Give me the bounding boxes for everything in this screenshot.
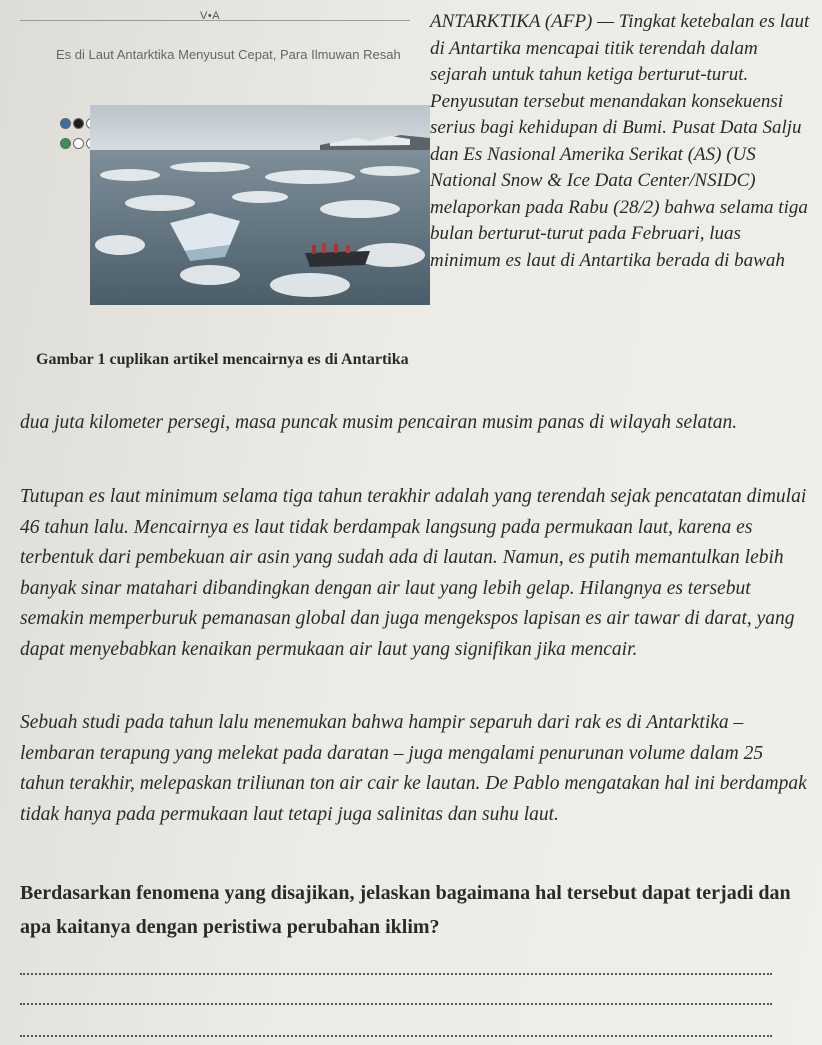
paragraph-text: dua juta kilometer persegi, masa puncak musim pencairan musim panas di wilayah selatan. <box>20 412 738 433</box>
share-icon <box>60 138 71 149</box>
article-clipping <box>20 0 418 340</box>
article-intro-column <box>430 9 810 274</box>
answer-line[interactable] <box>20 1035 772 1037</box>
sea-ice-illustration <box>90 105 430 305</box>
paragraph-2 <box>20 482 810 665</box>
antarctic-sea-ice-photo <box>90 105 430 305</box>
paragraph-3 <box>20 708 810 830</box>
paragraph-text: Sebuah studi pada tahun lalu menemukan bahwa hampir separuh dari rak es di Antarktika – lembaran terapung yang melekat pada daratan – juga mengalami penurunan volume dalam 25 tahun terakhir, melepaskan triliunan ton air cair ke lautan. De Pablo mengatakan hal ini berdampak tidak hanya pada permukaan laut tetapi juga salinitas dan suhu laut. <box>20 712 807 825</box>
article-headline: Es di Laut Antarktika Menyusut Cepat, Para Ilmuwan Resah <box>56 47 401 62</box>
share-icon <box>73 118 84 129</box>
paragraph-text: Tutupan es laut minimum selama tiga tahun terakhir adalah yang terendah sejak pencatatan dimulai 46 tahun lalu. Mencairnya es laut tidak berdampak langsung pada permukaan laut, karena es terbentuk dari pembekuan air asin yang sudah ada di lautan. Namun, es putih memantulkan lebih banyak sinar matahari dibandingkan dengan air laut yang lebih gelap. Hilangnya es tersebut semakin memperburuk pemanasan global dan juga mengekspos lapisan es air tawar di darat, yang dapat menyebabkan kenaikan permukaan air laut yang signifikan jika mencair. <box>20 486 807 660</box>
answer-line[interactable] <box>20 1003 772 1005</box>
article-intro-paragraph: ANTARKTIKA (AFP) — Tingkat ketebalan es laut di Antartika mencapai titik terendah dalam sejarah untuk tahun ketiga berturut-turut. Penyusutan tersebut menandakan konsekuensi serius bagi kehidupan di Bumi. Pusat Data Salju dan Es Nasional Amerika Serikat (AS) (US National Snow & Ice Data Center/NSIDC) melaporkan pada Rabu (28/2) bahwa selama tiga bulan berturut-turut pada Februari, luas minimum es laut di Antartika berada di bawah <box>430 11 810 271</box>
news-logo: V•A <box>200 10 221 22</box>
figure-caption: Gambar 1 cuplikan artikel mencairnya es di Antartika <box>36 351 409 368</box>
answer-line[interactable] <box>20 973 772 975</box>
share-icon <box>60 118 71 129</box>
paragraph-1-continued <box>20 408 810 439</box>
share-icon <box>73 138 84 149</box>
essay-question: Berdasarkan fenomena yang disajikan, jelaskan bagaimana hal tersebut dapat terjadi dan apa kaitanya dengan peristiwa perubahan iklim? <box>20 882 791 938</box>
